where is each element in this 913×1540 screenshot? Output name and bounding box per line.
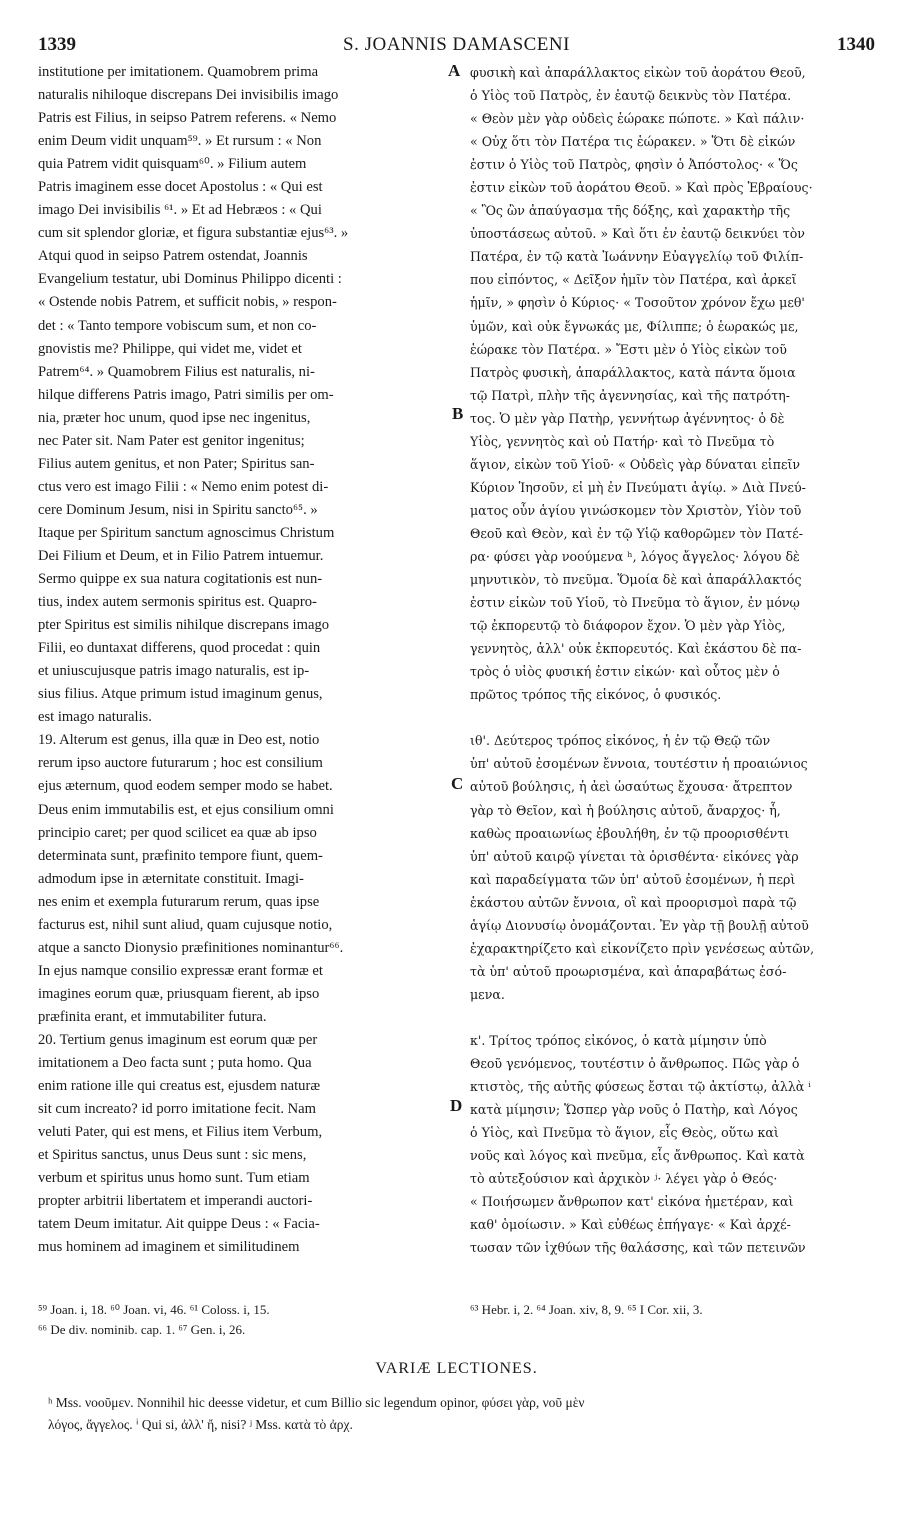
text-line: imago Dei invisibilis ⁶¹. » Et ad Hebræos : « Qui [38,202,322,219]
text-line: νοῦς καὶ λόγος καὶ πνεῦμα, εἷς ἄνθρωπος. Καὶ κατὰ [470,1148,805,1164]
text-line: cere Dominum Jesum, nisi in Spiritu sancto⁶⁵. » [38,501,318,518]
text-line: « Ostende nobis Patrem, et sufficit nobis, » respon- [38,294,337,311]
text-line: ctus vero est imago Filii : « Nemo enim potest di- [38,478,329,495]
text-line: ρα· φύσει γὰρ νοούμενα ʰ, λόγος ἄγγελος· λόγου δὲ [470,548,800,564]
text-line: imagines eorum quæ, priusquam fierent, ab ipso [38,985,320,1002]
text-line: ἑώρακε τὸν Πατέρα. » Ἔστι μὲν ὁ Υἱὸς εἰκὼν τοῦ [470,341,787,357]
text-line: hilque differens Patris imago, Patri similis per om- [38,386,334,403]
text-line: cum sit splendor gloriæ, et figura substantiæ ejus⁶³. » [38,225,349,242]
text-line: τὰ ὑπ' αὐτοῦ προωρισμένα, καὶ ἀπαραβάτως ἐσό- [470,963,787,979]
variae-lectiones-title: VARIÆ LECTIONES. [375,1360,538,1377]
text-line: naturalis nihiloque discrepans Dei invisibilis imago [38,87,339,104]
text-line: principio caret; per quod scilicet ea quæ ab ipso [38,824,317,841]
text-line: γεννητὸς, ἀλλ' οὐκ ἐκπορευτός. Καὶ ἑκάστου δὲ πα- [470,641,802,657]
greek-column [470,61,880,1259]
text-line: ματος οὖν ἁγίου γινώσκομεν τὸν Χριστὸν, Υἱὸν τοῦ [470,502,802,518]
text-line: atque a sancto Dionysio præfinitiones nominantur⁶⁶. [38,939,344,956]
text-line: facturus est, nihil sunt aliud, quam cujusque notio, [38,916,333,933]
text-line: τὸ αὐτεξούσιον καὶ ἀρχικὸν ʲ· λέγει γὰρ ὁ Θεός· [470,1171,778,1187]
text-line: det : « Tanto tempore vobiscum sum, et non co- [38,317,317,334]
text-line: est imago naturalis. [38,709,152,726]
footnote-line: ⁵⁹ Joan. i, 18. ⁶⁰ Joan. vi, 46. ⁶¹ Coloss. i, 15. [38,1302,270,1317]
text-line: ἐχαρακτηρίζετο καὶ εἰκονίζετο πρὶν γενέσεως αὐτῶν, [470,940,815,956]
text-line: τος. Ὁ μὲν γὰρ Πατὴρ, γεννήτωρ ἀγέννητος· ὁ δὲ [470,410,785,426]
text-line: τωσαν τῶν ἰχθύων τῆς θαλάσσης, καὶ τῶν πετεινῶν [470,1240,806,1256]
variae-lectiones-text [48,1392,875,1436]
text-line: καθ' ὁμοίωσιν. » Καὶ εὐθέως ἐπήγαγε· « Καὶ ἀρχέ- [470,1217,791,1233]
text-line: αὐτοῦ βούλησις, ἡ ἀεὶ ὡσαύτως ἔχουσα· ἄτρεπτον [470,779,793,795]
text-line: Patrem⁶⁴. » Quamobrem Filius est naturalis, ni- [38,363,315,380]
text-line: ὑποστάσεως αὐτοῦ. » Καὶ ὅτι ἐν ἑαυτῷ δεικνύει τὸν [470,226,805,242]
text-line: sit cum increato? id porro imitatione fecit. Nam [38,1101,317,1118]
text-line: et Spiritus sanctus, unus Deus sunt : sic mens, [38,1147,307,1164]
margin-letter-c: C [451,774,464,793]
text-line: τῷ ἐκπορευτῷ τὸ διάφορον ἔχον. Ὁ μὲν γὰρ Υἱὸς, [470,618,786,634]
variant-line: ʰ Mss. νοοῦμεν. Nonnihil hic deesse videtur, et cum Billio sic legendum opinor, φύσει γὰρ, νοῦ μὲν [48,1395,585,1410]
right-page-number: 1340 [837,34,875,55]
text-line: mus hominem ad imaginem et similitudinem [38,1239,300,1256]
text-line: Θεοῦ γενόμενος, τουτέστιν ὁ ἄνθρωπος. Πῶς γὰρ ὁ [470,1056,800,1072]
latin-column [38,61,448,1259]
text-line: « Ὃς ὢν ἀπαύγασμα τῆς δόξης, καὶ χαρακτὴρ τῆς [470,203,791,219]
margin-letter-b: B [452,404,464,423]
text-line: ὁ Υἱὸς, καὶ Πνεῦμα τὸ ἅγιον, εἷς Θεὸς, οὕτω καὶ [470,1125,779,1141]
text-line [470,1006,880,1029]
text-line: quia Patrem vidit quisquam⁶⁰. » Filium autem [38,156,307,173]
text-line: Filius autem genitus, et non Pater; Spiritus san- [38,455,315,472]
text-line [470,706,880,729]
text-line: gnovistis me? Philippe, qui videt me, videt et [38,340,302,357]
text-line: tatem Deum imitatur. Ait quippe Deus : « Facia- [38,1216,320,1233]
text-line: nia, præter hoc unum, quod ipse nec ingenitus, [38,409,311,426]
text-line: Dei Filium et Deum, et in Filio Patrem intuemur. [38,547,324,564]
text-line: ὑμῶν, καὶ οὐκ ἔγνωκάς με, Φίλιππε; ὁ ἑωρακώς με, [470,318,799,334]
variant-line: λόγος, ἄγγελος. ⁱ Qui si, ἀλλ' ἤ, nisi? ʲ Mss. κατὰ τὸ ἀρχ. [48,1417,353,1432]
text-line: ejus æternum, quod eodem semper modo se habet. [38,778,333,795]
text-line: et uniuscujusque patris imago naturalis, est ip- [38,663,310,680]
text-line: ὑπ' αὐτοῦ ἐσομένων ἔννοια, τουτέστιν ἡ προαιώνιος [470,756,808,772]
text-line: ἐστιν εἰκὼν τοῦ Υἱοῦ, τὸ Πνεῦμα τὸ ἅγιον, ἐν μόνῳ [470,595,800,611]
text-line: ἐστιν ὁ Υἱὸς τοῦ Πατρὸς, φησὶν ὁ Ἀπόστολος· « Ὅς [470,157,798,173]
margin-letter-a: A [448,61,461,80]
text-line: μενα. [470,986,505,1002]
text-line: nes enim et exempla futurarum rerum, quas ipse [38,893,320,910]
text-line: ἅγιον, εἰκὼν τοῦ Υἱοῦ· « Οὐδεὶς γὰρ δύναται εἰπεῖν [470,456,801,472]
text-line: imitationem a Deo facta sunt ; puta homo. Qua [38,1055,312,1072]
text-line: 19. Alterum est genus, illa quæ in Deo est, notio [38,732,320,749]
text-line: ἑκάστου αὐτῶν ἔννοια, οἳ καὶ προορισμοὶ παρὰ τῷ [470,894,797,910]
text-line: Itaque per Spiritum sanctum agnoscimus Christum [38,524,335,541]
text-line: κατὰ μίμησιν; Ὥσπερ γὰρ νοῦς ὁ Πατὴρ, καὶ Λόγος [470,1102,798,1118]
running-title: S. JOANNIS DAMASCENI [343,34,570,55]
text-line: « Οὐχ ὅτι τὸν Πατέρα τις ἑώρακεν. » Ὅτι δὲ εἰκών [470,134,796,150]
text-line: Atqui quod in seipso Patrem ostendat, Joannis [38,248,308,265]
text-line: ἐστιν εἰκὼν τοῦ ἀοράτου Θεοῦ. » Καὶ πρὸς Ἑβραίους· [470,180,813,196]
text-line: determinata sunt, præfinito tempore fiunt, quem- [38,847,323,864]
text-line: institutione per imitationem. Quamobrem prima [38,64,319,80]
text-line: « Ποιήσωμεν ἄνθρωπον κατ' εἰκόνα ἡμετέραν, καὶ [470,1194,794,1210]
footnotes-right [470,1300,890,1320]
page-header [38,34,875,56]
text-line: Evangelium testatur, ubi Dominus Philippo dicenti : [38,271,342,288]
footnote-line: ⁶³ Hebr. i, 2. ⁶⁴ Joan. xiv, 8, 9. ⁶⁵ I Cor. xii, 3. [470,1302,703,1317]
text-line: Πατρὸς φυσικὴ, ἀπαράλλακτος, κατὰ πάντα ὅμοια [470,364,796,380]
text-line: præfinita erant, et immutabiliter futura. [38,1008,267,1025]
text-line: γὰρ τὸ Θεῖον, καὶ ἡ βούλησις αὐτοῦ, ἄναρχος· ἧ, [470,802,781,818]
text-line: Sermo quippe ex sua natura cogitationis est nun- [38,571,323,588]
text-line: « Θεὸν μὲν γὰρ οὐδεὶς ἑώρακε πώποτε. » Καὶ πάλιν· [470,111,805,127]
text-line: μηνυτικὸν, τὸ πνεῦμα. Ὅμοία δὲ καὶ ἀπαράλλακτός [470,572,802,588]
text-line: Υἱὸς, γεννητὸς καὶ οὐ Πατήρ· καὶ τὸ Πνεῦμα τὸ [470,433,775,449]
text-line: κτιστὸς, τῆς αὐτῆς φύσεως ἔσται τῷ ἀκτίστῳ, ἀλλὰ ⁱ [470,1079,811,1095]
text-line: που εἰπόντος, « Δεῖξον ἡμῖν τὸν Πατέρα, καὶ ἀρκεῖ [470,272,797,288]
footnote-line: ⁶⁶ De div. nominib. cap. 1. ⁶⁷ Gen. i, 26. [38,1322,246,1337]
text-line: admodum ipse in æternitate constituit. Imagi- [38,870,304,887]
footnotes-left [38,1300,458,1340]
text-line: nec Pater sit. Nam Pater est genitor ingenitus; [38,432,305,449]
text-line: sius filius. Atque primum istud imaginum genus, [38,686,323,703]
text-line: propter arbitrii libertatem et imperandi auctori- [38,1193,313,1210]
text-line: Deus enim immutabilis est, et ejus consilium omni [38,801,334,818]
text-line: ἡμῖν, » φησὶν ὁ Κύριος· « Τοσοῦτον χρόνον ἔχω μεθ' [470,295,805,311]
text-line: Filii, eo duntaxat differens, quod procedat : quin [38,640,321,657]
text-line: verbum et spiritus unus homo sunt. Tum etiam [38,1170,310,1187]
text-line: τῷ Πατρὶ, πλὴν τῆς ἀγεννησίας, καὶ τῆς πατρότη- [470,387,790,403]
text-line: enim ratione ille qui creatus est, ejusdem naturæ [38,1078,321,1095]
text-line: κ'. Τρίτος τρόπος εἰκόνος, ὁ κατὰ μίμησιν ὑπὸ [470,1032,767,1048]
margin-letter-d: D [450,1096,463,1115]
text-line: veluti Pater, qui est mens, et Filius item Verbum, [38,1124,323,1141]
text-line: Κύριον Ἰησοῦν, εἰ μὴ ἐν Πνεύματι ἁγίῳ. » Διὰ Πνεύ- [470,479,806,495]
text-line: 20. Tertium genus imaginum est eorum quæ per [38,1031,318,1048]
text-line: φυσικὴ καὶ ἀπαράλλακτος εἰκὼν τοῦ ἀοράτου Θεοῦ, [470,65,806,80]
text-line: In ejus namque consilio expressæ erant formæ et [38,962,323,979]
text-line: Patris imaginem esse docet Apostolus : « Qui est [38,179,323,196]
text-line: Θεοῦ καὶ Θεὸν, καὶ ἐν τῷ Υἱῷ καθορῶμεν τὸν Πατέ- [470,525,804,541]
text-line: τρὸς ὁ υἱὸς φυσική ἐστιν εἰκών· καὶ οὗτος μὲν ὁ [470,664,780,680]
text-line: pter Spiritus est similis nihilque discrepans imago [38,617,330,634]
text-line: ιθ'. Δεύτερος τρόπος εἰκόνος, ἡ ἐν τῷ Θεῷ τῶν [470,733,771,749]
text-line: καὶ παραδείγματα τῶν ὑπ' αὐτοῦ ἐσομένων, ἡ περὶ [470,871,796,887]
text-line: ὁ Υἱὸς τοῦ Πατρὸς, ἐν ἑαυτῷ δεικνὺς τὸν Πατέρα. [470,88,792,104]
text-line: πρῶτος τρόπος τῆς εἰκόνος, ὁ φυσικός. [470,687,722,703]
text-line: enim Deum vidit unquam⁵⁹. » Et rursum : « Non [38,133,322,150]
left-page-number: 1339 [38,34,76,55]
text-line: ὑπ' αὐτοῦ καιρῷ γίνεται τὰ ὁρισθέντα· εἰκόνες γὰρ [470,848,799,864]
text-line: tius, index autem sermonis spiritus est. Quapro- [38,594,317,611]
text-line: rerum ipso auctore futurarum ; hoc est consilium [38,755,323,772]
text-line: καθὼς προαιωνίως ἐβουλήθη, ἐν τῷ προορισθέντι [470,825,790,841]
text-line: Patris est Filius, in seipso Patrem referens. « Nemo [38,110,337,127]
text-line: ἁγίῳ Διονυσίῳ ὀνομάζονται. Ἐν γὰρ τῇ βουλῇ αὐτοῦ [470,917,809,933]
text-line: Πατέρα, ἐν τῷ κατὰ Ἰωάννην Εὐαγγελίῳ τοῦ Φιλίπ- [470,249,804,265]
